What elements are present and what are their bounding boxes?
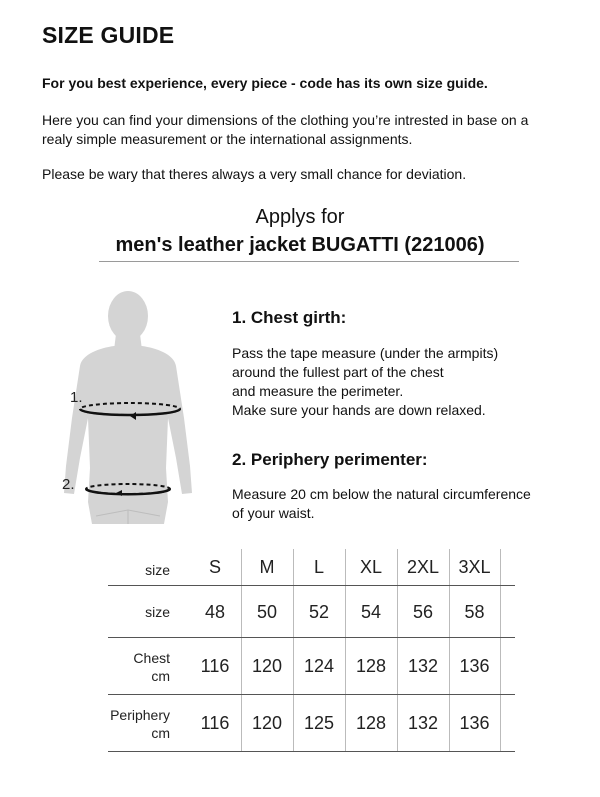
chest-description-line: and measure the perimeter. <box>232 383 404 399</box>
table-row-label-line: size <box>145 604 170 620</box>
divider <box>99 261 519 262</box>
size-letter-cell: M <box>259 557 275 577</box>
periphery-description-line: Measure 20 cm below the natural circumference <box>232 486 531 502</box>
table-cell: 116 <box>200 713 230 733</box>
table-cell: 56 <box>412 601 434 622</box>
table-cell: 120 <box>251 713 283 733</box>
product-name: men's leather jacket BUGATTI (221006) <box>115 234 485 256</box>
deviation-line: Please be wary that theres always a very small chance for deviation. <box>42 166 467 182</box>
size-letter-cell: XL <box>359 557 383 577</box>
table-cell: 132 <box>407 713 439 733</box>
table-row-divider <box>108 751 515 752</box>
table-cell: 128 <box>355 713 387 733</box>
table-row-label-line: Chest <box>133 649 170 666</box>
periphery-description-line: of your waist. <box>232 505 315 521</box>
table-cell: 125 <box>303 713 335 733</box>
chest-description <box>232 344 498 420</box>
body-silhouette-figure <box>60 288 240 533</box>
table-row-label-line: size <box>145 561 170 578</box>
waist-marker-label: 2. <box>62 476 75 493</box>
chest-marker-label: 1. <box>70 389 83 406</box>
intro-paragraph <box>42 111 582 149</box>
chest-description-line: Make sure your hands are down relaxed. <box>232 402 486 418</box>
chest-description-line: Pass the tape measure (under the armpits) <box>232 345 499 361</box>
table-row-label-line: cm <box>151 724 170 741</box>
table-cell: 48 <box>204 601 226 622</box>
periphery-heading: 2. Periphery perimenter: <box>232 450 428 469</box>
chest-heading: 1. Chest girth: <box>232 308 347 327</box>
size-letter-cell: 2XL <box>406 557 440 577</box>
table-cell: 120 <box>251 656 283 676</box>
intro-line: Here you can find your dimensions of the clothing you’re intrested in base on a <box>42 112 529 128</box>
table-cell: 54 <box>360 601 382 622</box>
table-row-label-line: Periphery <box>110 706 170 723</box>
table-cell: 50 <box>256 601 278 622</box>
periphery-description <box>232 485 531 523</box>
table-cell: 128 <box>355 656 387 676</box>
table-row-label <box>108 649 170 685</box>
table-row-label-line: cm <box>151 667 170 684</box>
table-row-label <box>108 706 170 742</box>
table-cell: 58 <box>464 601 485 622</box>
table-cell: 116 <box>200 656 230 676</box>
table-cell: 124 <box>303 656 335 676</box>
applies-label: Applys for <box>255 206 345 228</box>
page-title: SIZE GUIDE <box>42 22 175 48</box>
table-row-label <box>108 603 170 621</box>
deviation-paragraph <box>42 165 582 184</box>
table-column-divider <box>500 549 501 752</box>
size-letter-cell: L <box>313 557 324 577</box>
size-letter-cell: 3XL <box>458 557 491 577</box>
chest-description-line: around the fullest part of the chest <box>232 364 444 380</box>
table-cell: 132 <box>407 656 439 676</box>
table-row-label <box>108 561 170 579</box>
size-letter-cell: S <box>208 557 221 577</box>
size-table <box>108 549 515 752</box>
intro-line: realy simple measurement or the international assignments. <box>42 131 413 147</box>
table-cell: 52 <box>308 601 330 622</box>
lead-text: For you best experience, every piece - code has its own size guide. <box>42 75 488 91</box>
table-cell: 136 <box>459 713 490 733</box>
table-cell: 136 <box>459 656 490 676</box>
